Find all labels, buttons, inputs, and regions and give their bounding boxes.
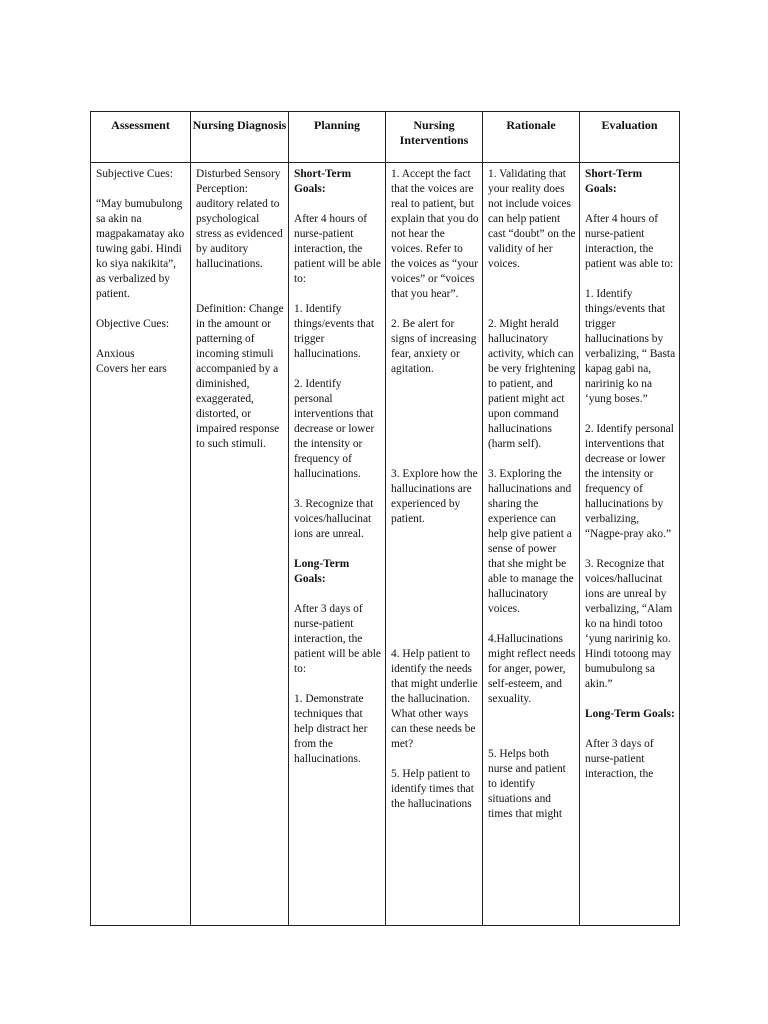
planning-long-term-label: Long-Term Goals:: [294, 558, 350, 585]
rationale-4: 4.Hallucinations might reflect needs for anger, power, self-esteem, and sexuality.: [488, 633, 576, 705]
subjective-cues-label: Subjective Cues:: [96, 168, 173, 180]
interventions-cell: [386, 163, 483, 926]
intervention-1: 1. Accept the fact that the voices are real to patient, but explain that you do not hear the voices. Refer to the voices as “your voices” or “voices that you hear”.: [391, 168, 479, 300]
evaluation-3: 3. Recognize that voices/hallucinat ions are unreal by verbalizing, “Alam ko na hindi totoo ‘yung naririnig ko. Hindi totoong may bumubulong sa akin.”: [585, 558, 673, 690]
header-rationale: Rationale: [483, 112, 580, 163]
rationale-3: 3. Exploring the hallucinations and sharing the experience can help give patient a sense of power that she might be able to manage the hallucinatory voices.: [488, 468, 574, 615]
rationale-2: 2. Might herald hallucinatory activity, which can be very frightening to patient, and patient might act upon command hallucinations (harm self).: [488, 318, 576, 450]
intervention-4: 4. Help patient to identify the needs that might underlie the hallucination. What other ways can these needs be met?: [391, 648, 478, 750]
header-assessment: Assessment: [91, 112, 191, 163]
planning-goal-2: 2. Identify personal interventions that decrease or lower the intensity or frequency of hallucinations.: [294, 378, 375, 480]
header-nursing-interventions: Nursing Interventions: [386, 112, 483, 163]
header-evaluation: Evaluation: [580, 112, 680, 163]
evaluation-1: 1. Identify things/events that trigger hallucinations by verbalizing, “ Basta kapag gabi na, naririnig ko na ‘yung boses.”: [585, 288, 676, 405]
objective-cue-2: Covers her ears: [96, 363, 167, 375]
planning-short-term-intro: After 4 hours of nurse-patient interaction, the patient will be able to:: [294, 213, 381, 285]
rationale-1: 1. Validating that your reality does not include voices can help patient cast “doubt” on the validity of her voices.: [488, 168, 576, 270]
planning-goal-3: 3. Recognize that voices/hallucinat ions are unreal.: [294, 498, 374, 540]
evaluation-cell: [580, 163, 680, 926]
objective-cues-label: Objective Cues:: [96, 318, 170, 330]
objective-cue-1: Anxious: [96, 348, 135, 360]
subjective-quote: “May bumubulong sa akin na magpakamatay ako tuwing gabi. Hindi ko siya nakikita”, as verbalized by patient.: [96, 198, 185, 300]
header-row: [91, 112, 680, 163]
evaluation-short-term-label: Short-Term Goals:: [585, 168, 643, 195]
diagnosis-definition: Definition: Change in the amount or patterning of incoming stimuli accompanied by a diminished, exaggerated, distorted, or impaired response to such stimuli.: [196, 303, 284, 450]
planning-goal-1: 1. Identify things/events that trigger hallucinations.: [294, 303, 375, 360]
header-planning: Planning: [289, 112, 386, 163]
header-nursing-diagnosis: Nursing Diagnosis: [191, 112, 289, 163]
intervention-2: 2. Be alert for signs of increasing fear, anxiety or agitation.: [391, 318, 477, 375]
rationale-5: 5. Helps both nurse and patient to identify situations and times that might: [488, 748, 566, 820]
body-row: [91, 163, 680, 926]
planning-short-term-label: Short-Term Goals:: [294, 168, 352, 195]
evaluation-long-term-label: Long-Term Goals:: [585, 708, 675, 720]
intervention-3: 3. Explore how the hallucinations are experienced by patient.: [391, 468, 478, 525]
rationale-cell: [483, 163, 580, 926]
evaluation-short-term-intro: After 4 hours of nurse-patient interaction, the patient was able to:: [585, 213, 674, 270]
assessment-cell: [91, 163, 191, 926]
planning-long-goal-1: 1. Demonstrate techniques that help distract her from the hallucinations.: [294, 693, 368, 765]
evaluation-long-term-intro: After 3 days of nurse-patient interaction, the: [585, 738, 654, 780]
evaluation-2: 2. Identify personal interventions that decrease or lower the intensity or frequency of hallucinations by verbalizing, “Nagpe-pray ako.”: [585, 423, 674, 540]
planning-cell: [289, 163, 386, 926]
intervention-5: 5. Help patient to identify times that the hallucinations: [391, 768, 474, 810]
nursing-care-plan-table: [90, 111, 680, 926]
diagnosis-text: Disturbed Sensory Perception: auditory related to psychological stress as evidenced by auditory hallucinations.: [196, 168, 283, 270]
planning-long-term-intro: After 3 days of nurse-patient interaction, the patient will be able to:: [294, 603, 381, 675]
diagnosis-cell: [191, 163, 289, 926]
